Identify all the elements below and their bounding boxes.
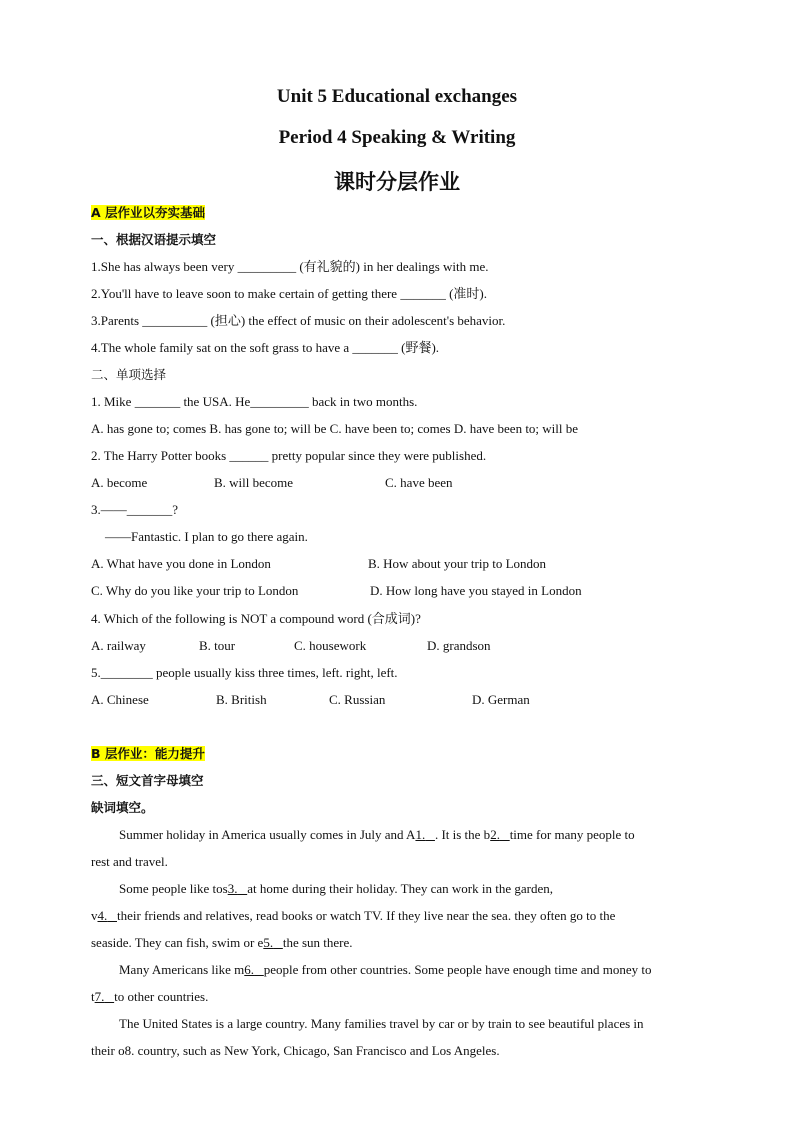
section-3-instruction: 缺词填空。 <box>91 800 154 815</box>
mc-question-4: 4. Which of the following is NOT a compound word (合成词)? <box>91 611 421 626</box>
mc4-option-c: C. housework <box>294 638 367 653</box>
mc-question-1: 1. Mike _______ the USA. He_________ back in two months. <box>91 394 418 409</box>
mc-question-1-options: A. has gone to; comes B. has gone to; will be C. have been to; comes D. have been to; will be <box>91 421 579 436</box>
mc4-option-a: A. railway <box>91 638 146 653</box>
mc-question-3: 3.——_______? <box>91 502 179 517</box>
mc2-option-b: B. will become <box>214 475 294 490</box>
mc3-option-c: C. Why do you like your trip to London <box>91 583 299 598</box>
passage-line-5: seaside. They can fish, swim or e5. the sun there. <box>91 935 353 950</box>
passage-line-9: their o8. country, such as New York, Chicago, San Francisco and Los Angeles. <box>91 1043 500 1058</box>
homework-subtitle: 课时分层作业 <box>334 170 460 194</box>
blank-2: 2. <box>490 827 500 842</box>
fill-question-2: 2.You'll have to leave soon to make certain of getting there _______ (准时). <box>91 286 487 301</box>
fill-question-4: 4.The whole family sat on the soft grass to have a _______ (野餐). <box>91 340 440 355</box>
mc3-option-b: B. How about your trip to London <box>368 556 547 571</box>
mc-question-3-reply: ——Fantastic. I plan to go there again. <box>105 529 308 544</box>
passage-line-7: t7. to other countries. <box>91 989 209 1004</box>
blank-1: 1. <box>415 827 426 842</box>
passage-line-3: Some people like tos3. at home during their holiday. They can work in the garden, <box>119 881 553 896</box>
section-2-heading: 二、单项选择 <box>91 367 167 382</box>
mc5-option-b: B. British <box>216 692 267 707</box>
passage-line-2: rest and travel. <box>91 854 168 869</box>
part-b-label: B 层作业：能力提升 <box>91 746 205 761</box>
mc-question-5: 5.________ people usually kiss three times, left. right, left. <box>91 665 398 680</box>
mc3-option-a: A. What have you done in London <box>91 556 271 571</box>
mc5-option-d: D. German <box>472 692 530 707</box>
blank-3: 3. <box>227 881 238 896</box>
passage-line-6: Many Americans like m6. people from other countries. Some people have enough time and money to <box>119 962 652 977</box>
part-a-label: A 层作业以夯实基础 <box>91 205 206 220</box>
blank-6: 6. <box>244 962 255 977</box>
blank-4: 4. <box>97 908 108 923</box>
blank-5: 5. <box>263 935 274 950</box>
mc4-option-d: D. grandson <box>427 638 491 653</box>
blank-7: 7. <box>94 989 105 1004</box>
passage-line-8: The United States is a large country. Many families travel by car or by train to see beautiful places in <box>119 1016 644 1031</box>
passage-line-1: Summer holiday in America usually comes in July and A1. . It is the b2. time for many people to <box>119 827 635 842</box>
mc-question-2: 2. The Harry Potter books ______ pretty popular since they were published. <box>91 448 487 463</box>
mc2-option-a: A. become <box>91 475 148 490</box>
unit-title: Unit 5 Educational exchanges <box>276 86 518 107</box>
mc5-option-a: A. Chinese <box>91 692 149 707</box>
mc4-option-b: B. tour <box>199 638 236 653</box>
mc5-option-c: C. Russian <box>329 692 386 707</box>
section-3-heading: 三、短文首字母填空 <box>91 773 204 788</box>
passage-line-4: v4. their friends and relatives, read books or watch TV. If they live near the sea. they often go to the <box>91 908 616 923</box>
mc2-option-c: C. have been <box>385 475 453 490</box>
fill-question-1: 1.She has always been very _________ (有礼貌的) in her dealings with me. <box>91 259 489 274</box>
mc3-option-d: D. How long have you stayed in London <box>370 583 582 598</box>
fill-question-3: 3.Parents __________ (担心) the effect of music on their adolescent's behavior. <box>91 313 506 328</box>
section-1-heading: 一、根据汉语提示填空 <box>91 232 217 247</box>
period-title: Period 4 Speaking & Writing <box>278 127 516 148</box>
